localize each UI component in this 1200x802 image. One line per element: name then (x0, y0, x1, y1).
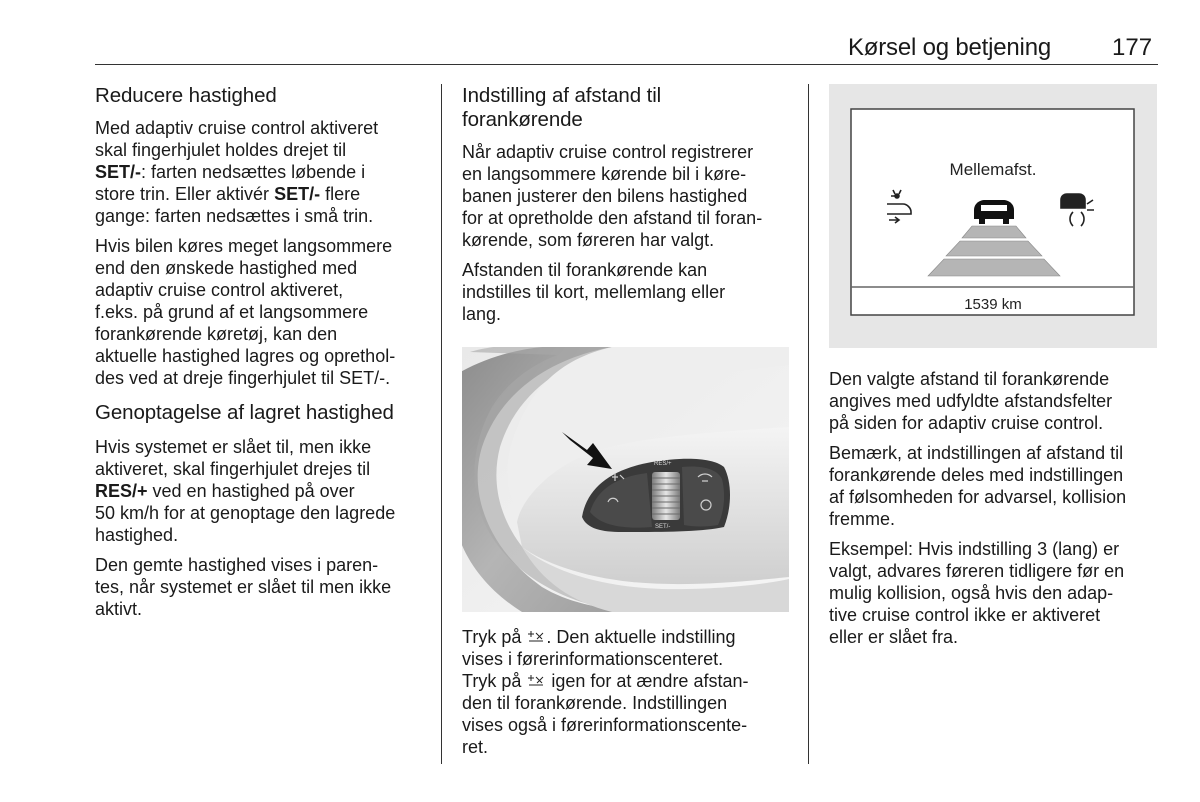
column-divider-left (441, 84, 442, 764)
heading-distance-setting: Indstilling af afstand til forankørende (462, 84, 662, 131)
svg-text:SET/-: SET/- (655, 524, 671, 530)
distance-setting-icon (526, 674, 546, 688)
paragraph-selected-distance: Den valgte afstand til forankørende angives med udfyldte afstandsfelter på siden for adaptiv cruise control. (829, 369, 1113, 433)
driver-information-display-illustration (829, 84, 1157, 348)
page-header-title: Kørsel og betjening (848, 34, 1051, 61)
paragraph-slower-vehicle: Hvis bilen køres meget langsommere end den ønskede hastighed med adaptiv cruise control aktiveret, f.eks. på grund af et langsommere forankørende køretøj, kan den aktuelle hastighed lagres og oprethol- des ved at dreje fingerhjulet til SET/-. (95, 236, 396, 388)
heading-resume-speed: Genoptagelse af lagret hastighed (95, 401, 394, 424)
paragraph-press-distance-button: Tryk på . Den aktuelle indstilling vises i førerinformationscenteret. Tryk på igen for at ændre afstan- den til forankørende. Indstillingen vises også i førerinformationscente- ret. (462, 627, 749, 757)
header-rule (95, 64, 1158, 65)
paragraph-distance-intro: Når adaptiv cruise control registrerer en langsommere kørende bil i køre- banen justerer den bilens hastighed for at opretholde den afstand til foran- kørende, som føreren har valgt. (462, 142, 763, 250)
paragraph-example: Eksempel: Hvis indstilling 3 (lang) er valgt, advares føreren tidligere før en mulig kollision, også hvis den adap- tive cruise control ikke er aktiveret eller er slået fra. (829, 539, 1125, 647)
paragraph-reduce-speed: Med adaptiv cruise control aktiveret skal fingerhjulet holdes drejet til SET/-: farten nedsættes løbende i store trin. Eller aktivér SET/- flere gange: farten nedsættes i små trin. (95, 118, 379, 226)
heading-reduce-speed: Reducere hastighed (95, 84, 277, 107)
column-2 (462, 84, 792, 766)
svg-text:1539 km: 1539 km (964, 296, 1022, 313)
column-1 (95, 84, 425, 628)
paragraph-resume-speed: Hvis systemet er slået til, men ikke aktiveret, skal fingerhjulet drejes til RES/+ ved en hastighed på over 50 km/h for at genoptage den lagrede hastighed. (95, 437, 396, 545)
column-3 (829, 84, 1159, 656)
svg-text:Mellemafst.: Mellemafst. (949, 160, 1037, 179)
paragraph-shared-setting: Bemærk, at indstillingen af afstand til forankørende deles med indstillingen af følsomheden for advarsel, kollision fremme. (829, 443, 1127, 529)
page-number: 177 (1112, 34, 1153, 61)
column-divider-right (808, 84, 809, 764)
paragraph-distance-options: Afstanden til forankørende kan indstilles til kort, mellemlang eller lang. (462, 260, 726, 324)
svg-text:RES/+: RES/+ (654, 461, 672, 467)
steering-wheel-illustration (462, 347, 789, 612)
distance-setting-icon (526, 630, 546, 644)
paragraph-stored-speed: Den gemte hastighed vises i paren- tes, når systemet er slået til men ikke aktivt. (95, 555, 392, 619)
